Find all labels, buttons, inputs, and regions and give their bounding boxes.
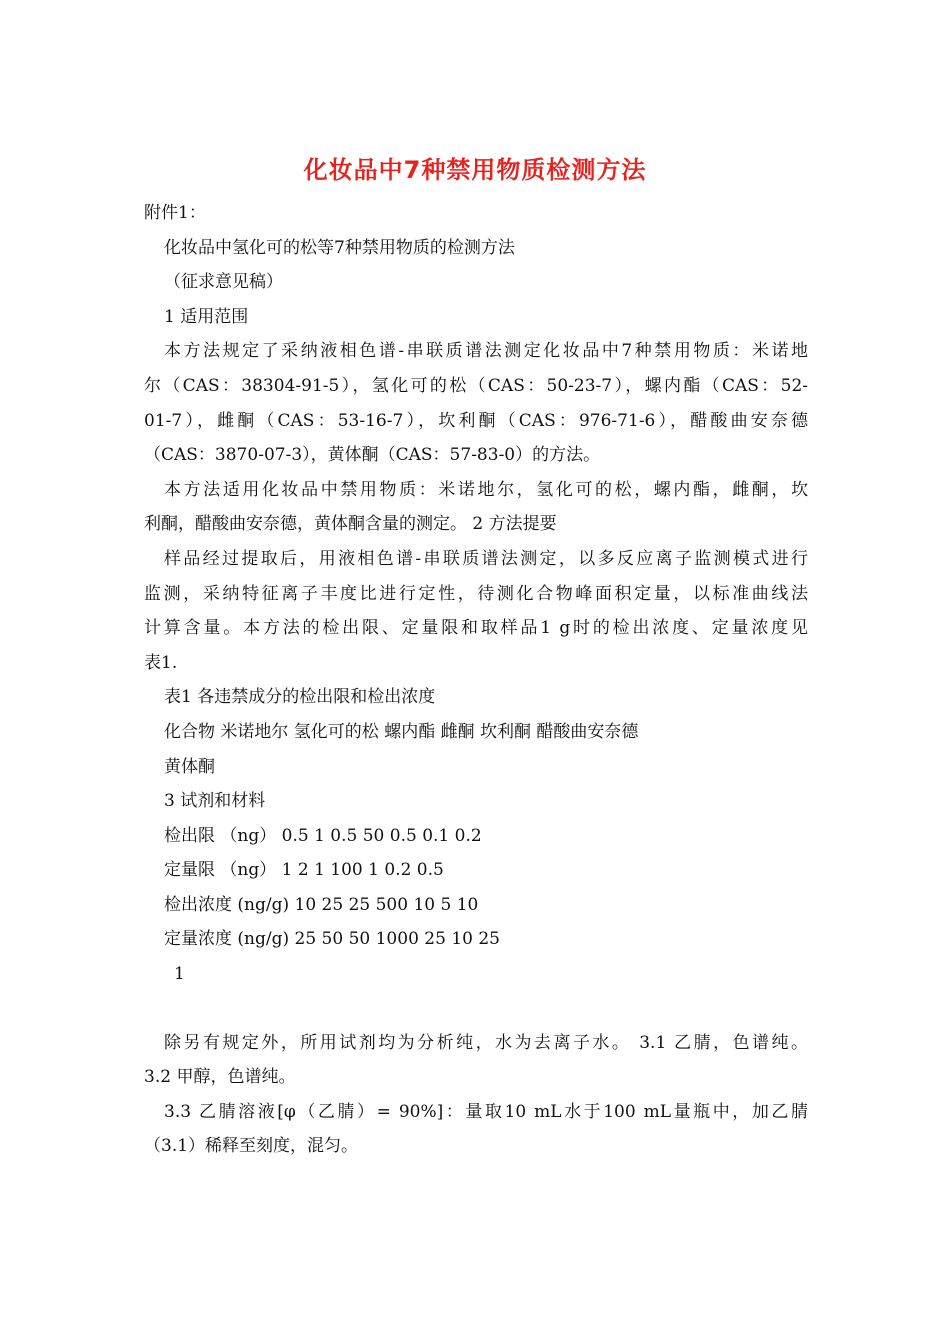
paragraph-line: 尔（CAS：38304-91-5），氢化可的松（CAS：50-23-7），螺内酯（CAS：52-	[144, 375, 808, 396]
document-title: 化妆品中7种禁用物质检测方法	[303, 156, 647, 184]
table-row: 黄体酮	[164, 756, 215, 777]
paragraph-line: 3.3 乙腈溶液[φ（乙腈）= 90%]：量取10 mL水于100 mL量瓶中，加乙腈	[164, 1101, 808, 1122]
attachment-label: 附件1：	[144, 203, 206, 223]
table-caption: 表1 各违禁成分的检出限和检出浓度	[164, 687, 436, 708]
paragraph-line: 表1.	[144, 652, 178, 673]
paragraph-line: 监测，采纳特征离子丰度比进行定性，待测化合物峰面积定量，以标准曲线法	[144, 583, 808, 604]
spacer	[144, 992, 808, 1026]
paragraph-line: 3.2 甲醇，色谱纯。	[144, 1067, 296, 1088]
document-body	[144, 196, 808, 1164]
table-row: 定量限 （ng） 1 2 1 100 1 0.2 0.5	[164, 860, 444, 881]
table-row: 定量浓度 (ng/g) 25 50 50 1000 25 10 25	[164, 929, 500, 950]
paragraph-line: （3.1）稀释至刻度，混匀。	[144, 1136, 359, 1157]
page-number: 1	[174, 964, 185, 985]
paragraph-line: 01-7），雌酮（CAS：53-16-7），坎利酮（CAS：976-71-6），醋酸曲安奈德	[144, 410, 808, 431]
method-title: 化妆品中氢化可的松等7种禁用物质的检测方法	[164, 237, 515, 258]
paragraph-line: 计算含量。本方法的检出限、定量限和取样品1 g时的检出浓度、定量浓度见	[144, 618, 808, 639]
paragraph-line: 本方法规定了采纳液相色谱-串联质谱法测定化妆品中7种禁用物质：米诺地	[164, 341, 808, 362]
paragraph-line: 本方法适用化妆品中禁用物质：米诺地尔，氢化可的松，螺内酯，雌酮，坎	[164, 479, 808, 500]
draft-note: （征求意见稿）	[164, 272, 283, 293]
table-row: 化合物 米诺地尔 氢化可的松 螺内酯 雌酮 坎利酮 醋酸曲安奈德	[164, 721, 639, 742]
paragraph-line: 利酮，醋酸曲安奈德，黄体酮含量的测定。 2 方法提要	[144, 514, 557, 535]
section-heading: 3 试剂和材料	[164, 791, 266, 812]
table-row: 检出限 （ng） 0.5 1 0.5 50 0.5 0.1 0.2	[164, 825, 482, 846]
paragraph-line: （CAS：3870-07-3），黄体酮（CAS：57-83-0）的方法。	[144, 445, 601, 466]
section-heading: 1 适用范围	[164, 306, 249, 327]
table-row: 检出浓度 (ng/g) 10 25 25 500 10 5 10	[164, 894, 479, 915]
paragraph-line: 除另有规定外，所用试剂均为分析纯，水为去离子水。 3.1 乙腈，色谱纯。	[164, 1032, 808, 1053]
paragraph-line: 样品经过提取后，用液相色谱-串联质谱法测定，以多反应离子监测模式进行	[164, 548, 808, 569]
